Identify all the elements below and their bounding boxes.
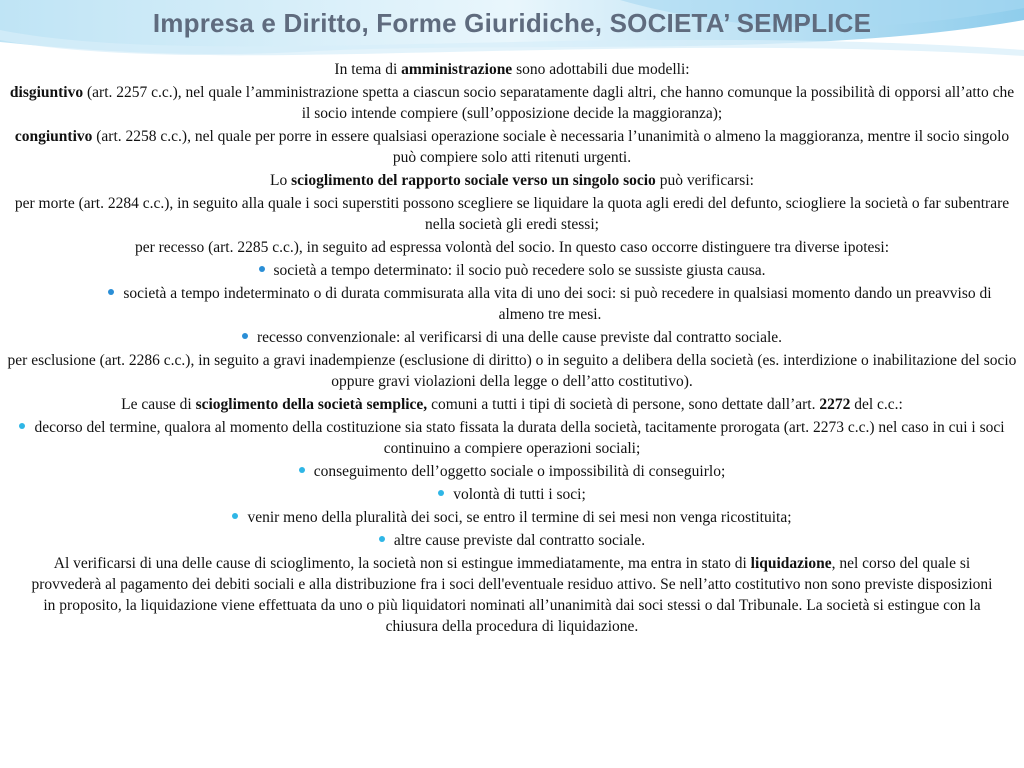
paragraph-liquidazione: Al verificarsi di una delle cause di scioglimento, la società non si estingue immediatamente, ma entra in stato di liquidazione, nel corso del quale si provvederà al pagamento dei debiti sociali e alla distribuzione fra i soci dell'eventuale residuo attivo. Se nell’atto costitutivo non sono previste disposizioni in proposito, la liquidazione viene effettuata da uno o più liquidatori nominati all’unanimità dai soci stessi o dal Tribunale. La società si estingue con la chiusura della procedura di liquidazione. (31, 555, 993, 635)
paragraph-esclusione: per esclusione (art. 2286 c.c.), in seguito a gravi inadempienze (esclusione di diritto) o in seguito a delibera della società (es. interdizione o inabilitazione del socio oppure gravi violazioni della legge o dell’atto costitutivo). (7, 352, 1017, 390)
paragraph-scioglimento-rapporto: Lo scioglimento del rapporto sociale verso un singolo socio può verificarsi: (270, 172, 754, 189)
list-item: venir meno della pluralità dei soci, se entro il termine di sei mesi non venga ricostituita; (6, 507, 1018, 528)
paragraph-amministrazione: In tema di amministrazione sono adottabili due modelli: (334, 61, 690, 78)
paragraph-cause-scioglimento: Le cause di scioglimento della società semplice, comuni a tutti i tipi di società di persone, sono dettate dall’art. 2272 del c.c.: (121, 396, 903, 413)
bullet-icon (108, 289, 114, 295)
bullet-icon (379, 536, 385, 542)
bullet-icon (299, 467, 305, 473)
slide-title: Impresa e Diritto, Forme Giuridiche, SOCIETA’ SEMPLICE (152, 8, 872, 38)
bullet-icon (19, 423, 25, 429)
bullet-icon (232, 513, 238, 519)
list-item: società a tempo indeterminato o di durata commisurata alla vita di uno dei soci: si può recedere in qualsiasi momento dando un preavviso di almeno tre mesi. (6, 283, 1018, 325)
slide-body (6, 59, 1018, 639)
list-item: volontà di tutti i soci; (6, 484, 1018, 505)
paragraph-disgiuntivo: disgiuntivo (art. 2257 c.c.), nel quale l’amministrazione spetta a ciascun socio separatamente dagli altri, che hanno comunque la possibilità di opporsi all’atto che il socio intende compiere (sull’opposizione decide la maggioranza); (9, 84, 1015, 122)
list-item: recesso convenzionale: al verificarsi di una delle cause previste dal contratto sociale. (6, 327, 1018, 348)
list-item: società a tempo determinato: il socio può recedere solo se sussiste giusta causa. (6, 260, 1018, 281)
paragraph-congiuntivo: congiuntivo (art. 2258 c.c.), nel quale per porre in essere qualsiasi operazione sociale è necessaria l’unanimità o almeno la maggioranza, mentre il socio singolo può compiere solo atti ritenuti urgenti. (14, 128, 1010, 166)
list-item: altre cause previste dal contratto sociale. (6, 530, 1018, 551)
bullet-icon (259, 266, 265, 272)
paragraph-recesso: per recesso (art. 2285 c.c.), in seguito ad espressa volontà del socio. In questo caso occorre distinguere tra diverse ipotesi: (134, 239, 890, 256)
bullet-icon (242, 333, 248, 339)
list-item: decorso del termine, qualora al momento della costituzione sia stato fissata la durata della società, tacitamente prorogata (art. 2273 c.c.) nel caso in cui i soci continuino a compiere operazioni sociali; (6, 417, 1018, 459)
bullet-icon (438, 490, 444, 496)
list-item: conseguimento dell’oggetto sociale o impossibilità di conseguirlo; (6, 461, 1018, 482)
paragraph-morte: per morte (art. 2284 c.c.), in seguito alla quale i soci superstiti possono scegliere se liquidare la quota agli eredi del defunto, sciogliere la società o far subentrare nella società gli eredi stessi; (14, 195, 1010, 233)
